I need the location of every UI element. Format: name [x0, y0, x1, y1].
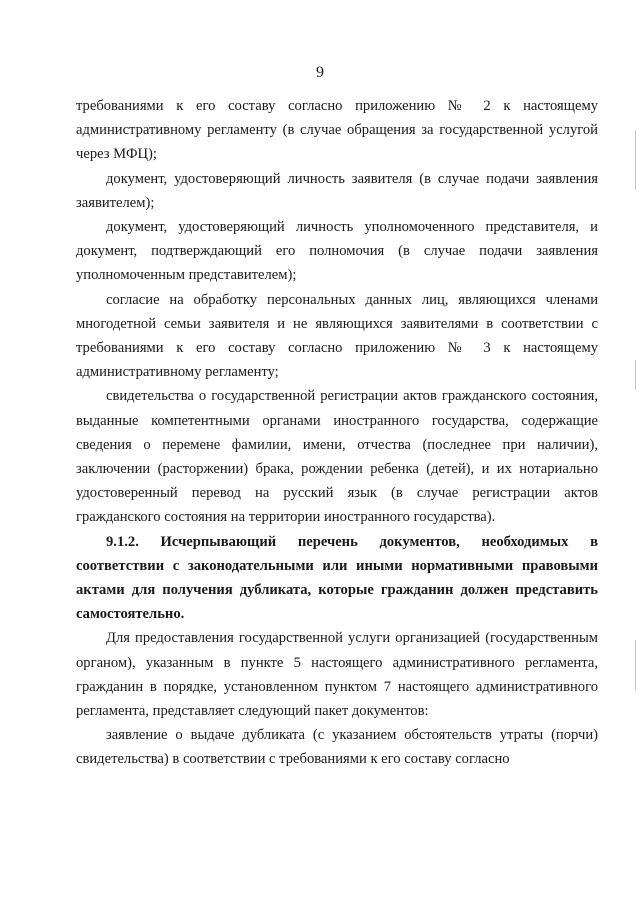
section-heading: 9.1.2. Исчерпывающий перечень документов, необходимых в соответствии с законодательными или иными нормативными правовыми актами для получения дубликата, которые гражданин должен представить самостоятельно. [76, 533, 598, 623]
paragraph: Для предоставления государственной услуги организацией (государственным органом), указанным в пункте 5 настоящего административного регламента, гражданин в порядке, установленном пунктом 7 настоящего административного регламента, представляет следующий пакет документов: [76, 630, 598, 720]
paragraph: требованиями к его составу согласно приложению № 2 к настоящему административному регламенту (в случае обращения за государственной услугой через МФЦ); [76, 98, 598, 163]
scan-artifact-line [635, 130, 636, 190]
paragraph: согласие на обработку персональных данных лиц, являющихся членами многодетной семьи заявителя и не являющихся заявителями в соответствии с требованиями к его составу согласно приложению № 3 к настоящему административному регламенту; [76, 291, 598, 381]
page-number: 9 [316, 64, 324, 81]
paragraph: документ, удостоверяющий личность заявителя (в случае подачи заявления заявителем); [76, 170, 598, 211]
scan-artifact-line [635, 640, 636, 690]
paragraph: заявление о выдаче дубликата (с указанием обстоятельств утраты (порчи) свидетельства) в соответствии с требованиями к его составу согласно [76, 727, 598, 768]
paragraph: свидетельства о государственной регистрации актов гражданского состояния, выданные компетентными органами иностранного государства, содержащие сведения о перемене фамилии, имени, отчества (последнее при наличии), заключении (расторжении) брака, рождении ребенка (детей), и их нотариально удостоверенный перевод на русский язык (в случае регистрации актов гражданского состояния на территории иностранного государства). [76, 388, 598, 526]
scan-artifact-line [635, 360, 636, 390]
document-body [76, 94, 598, 772]
paragraph: документ, удостоверяющий личность уполномоченного представителя, и документ, подтверждающий его полномочия (в случае подачи заявления уполномоченным представителем); [76, 219, 598, 284]
